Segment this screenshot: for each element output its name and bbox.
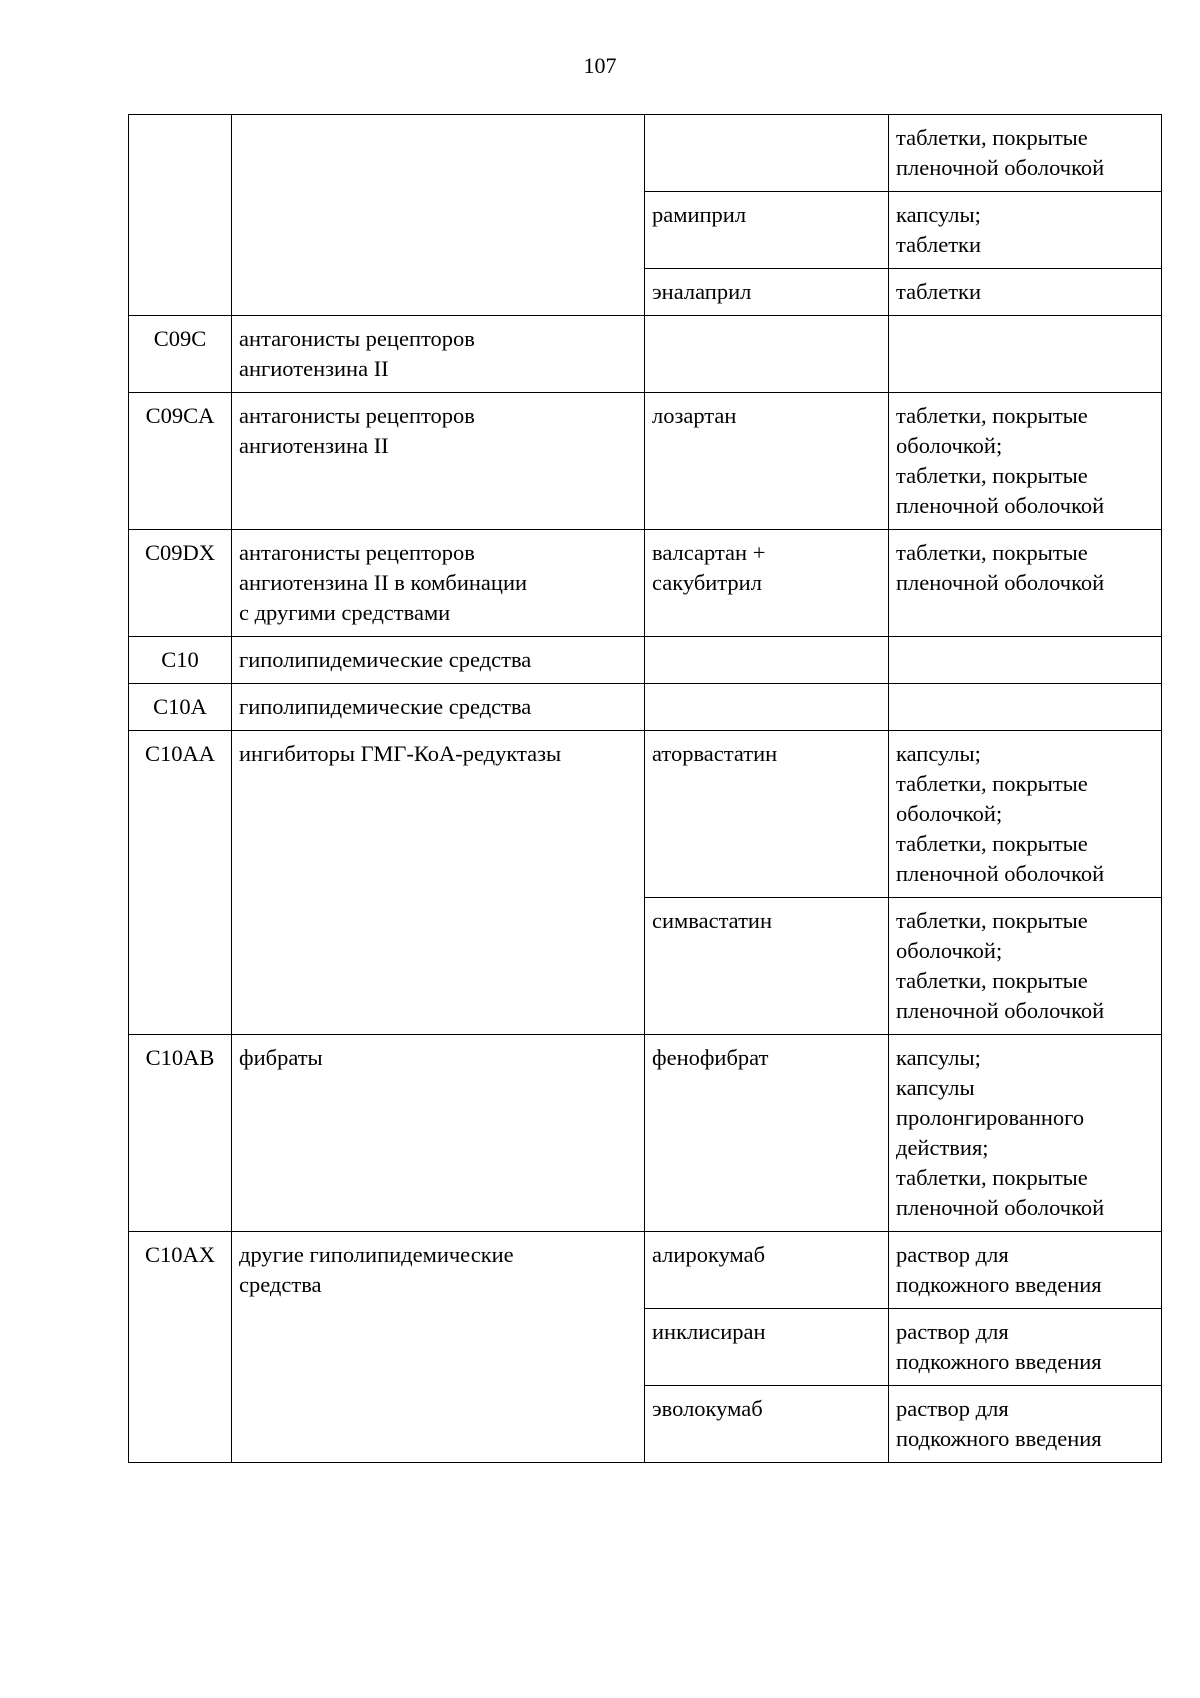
group-name-cell: гиполипидемические средства bbox=[232, 637, 645, 684]
dosage-form-line: пленочной оболочкой bbox=[896, 155, 1105, 180]
dosage-form-line: таблетки, покрытые bbox=[896, 831, 1088, 856]
table-row bbox=[129, 115, 1162, 192]
drug-name-cell bbox=[645, 115, 889, 192]
dosage-form-cell bbox=[889, 192, 1162, 269]
drug-name-cell: рамиприл bbox=[645, 192, 889, 269]
drug-name-cell: инклисиран bbox=[645, 1309, 889, 1386]
group-name-cell: антагонисты рецепторов ангиотензина II bbox=[232, 316, 645, 393]
dosage-form-cell bbox=[889, 530, 1162, 637]
dosage-form-line: раствор для bbox=[896, 1396, 1009, 1421]
dosage-form-line: подкожного введения bbox=[896, 1349, 1102, 1374]
dosage-form-cell bbox=[889, 1386, 1162, 1463]
group-name-cell: антагонисты рецепторов ангиотензина II bbox=[232, 393, 645, 530]
dosage-form-line: капсулы; bbox=[896, 741, 981, 766]
atc-code-cell: C09C bbox=[129, 316, 232, 393]
group-name-cell: ингибиторы ГМГ-КоА-редуктазы bbox=[232, 731, 645, 1035]
atc-code-cell: C09CA bbox=[129, 393, 232, 530]
drug-name-cell: аторвастатин bbox=[645, 731, 889, 898]
dosage-form-cell bbox=[889, 898, 1162, 1035]
dosage-form-cell bbox=[889, 684, 1162, 731]
dosage-form-line: раствор для bbox=[896, 1242, 1009, 1267]
dosage-form-cell bbox=[889, 269, 1162, 316]
table-row bbox=[129, 637, 1162, 684]
drug-name-cell: лозартан bbox=[645, 393, 889, 530]
drug-name-cell: валсартан + сакубитрил bbox=[645, 530, 889, 637]
dosage-form-cell bbox=[889, 393, 1162, 530]
atc-code-cell: C10 bbox=[129, 637, 232, 684]
dosage-form-line: таблетки, покрытые bbox=[896, 1165, 1088, 1190]
dosage-form-line: подкожного введения bbox=[896, 1426, 1102, 1451]
page-number: 107 bbox=[583, 53, 617, 78]
dosage-form-line: пленочной оболочкой bbox=[896, 998, 1105, 1023]
dosage-form-line: таблетки, покрытые bbox=[896, 403, 1088, 428]
dosage-form-line: пленочной оболочкой bbox=[896, 493, 1105, 518]
dosage-form-line: таблетки bbox=[896, 279, 982, 304]
dosage-form-cell bbox=[889, 637, 1162, 684]
drug-name-cell bbox=[645, 637, 889, 684]
table-row bbox=[129, 731, 1162, 898]
table-row bbox=[129, 1035, 1162, 1232]
drug-name-cell: эналаприл bbox=[645, 269, 889, 316]
dosage-form-cell bbox=[889, 1309, 1162, 1386]
dosage-form-line: капсулы bbox=[896, 1075, 975, 1100]
drug-name-cell bbox=[645, 684, 889, 731]
dosage-form-line: таблетки, покрытые bbox=[896, 908, 1088, 933]
atc-code-cell: C10AX bbox=[129, 1232, 232, 1463]
atc-code-cell: C09DX bbox=[129, 530, 232, 637]
dosage-form-line: подкожного введения bbox=[896, 1272, 1102, 1297]
dosage-form-line: оболочкой; bbox=[896, 801, 1003, 826]
dosage-form-line: оболочкой; bbox=[896, 938, 1003, 963]
dosage-form-cell bbox=[889, 1232, 1162, 1309]
dosage-form-line: капсулы; bbox=[896, 1045, 981, 1070]
drug-name-cell: симвастатин bbox=[645, 898, 889, 1035]
dosage-form-line: пролонгированного bbox=[896, 1105, 1085, 1130]
dosage-form-cell bbox=[889, 115, 1162, 192]
table-row bbox=[129, 393, 1162, 530]
drug-name-cell: алирокумаб bbox=[645, 1232, 889, 1309]
drug-name-cell: эволокумаб bbox=[645, 1386, 889, 1463]
atc-code-cell: C10AA bbox=[129, 731, 232, 1035]
table-row bbox=[129, 316, 1162, 393]
dosage-form-line: оболочкой; bbox=[896, 433, 1003, 458]
dosage-form-line: таблетки, покрытые bbox=[896, 540, 1088, 565]
dosage-form-line: таблетки, покрытые bbox=[896, 463, 1088, 488]
dosage-form-line: действия; bbox=[896, 1135, 989, 1160]
atc-code-cell: C10AB bbox=[129, 1035, 232, 1232]
table-row bbox=[129, 530, 1162, 637]
dosage-form-line: таблетки, покрытые bbox=[896, 968, 1088, 993]
dosage-form-line: таблетки, покрытые bbox=[896, 771, 1088, 796]
group-name-cell: антагонисты рецепторов ангиотензина II в комбинации с другими средствами bbox=[232, 530, 645, 637]
table-body bbox=[129, 115, 1162, 1463]
drug-name-cell: фенофибрат bbox=[645, 1035, 889, 1232]
drug-table bbox=[128, 114, 1162, 1463]
dosage-form-line: пленочной оболочкой bbox=[896, 1195, 1105, 1220]
group-name-cell bbox=[232, 115, 645, 316]
dosage-form-line: таблетки, покрытые bbox=[896, 125, 1088, 150]
group-name-cell: другие гиполипидемические средства bbox=[232, 1232, 645, 1463]
dosage-form-line: капсулы; bbox=[896, 202, 981, 227]
table-row bbox=[129, 684, 1162, 731]
dosage-form-cell bbox=[889, 316, 1162, 393]
atc-code-cell: C10A bbox=[129, 684, 232, 731]
table-row bbox=[129, 1232, 1162, 1309]
dosage-form-line: пленочной оболочкой bbox=[896, 861, 1105, 886]
group-name-cell: гиполипидемические средства bbox=[232, 684, 645, 731]
dosage-form-cell bbox=[889, 1035, 1162, 1232]
group-name-cell: фибраты bbox=[232, 1035, 645, 1232]
dosage-form-line: таблетки bbox=[896, 232, 982, 257]
dosage-form-cell bbox=[889, 731, 1162, 898]
dosage-form-line: раствор для bbox=[896, 1319, 1009, 1344]
dosage-form-line: пленочной оболочкой bbox=[896, 570, 1105, 595]
drug-name-cell bbox=[645, 316, 889, 393]
atc-code-cell bbox=[129, 115, 232, 316]
